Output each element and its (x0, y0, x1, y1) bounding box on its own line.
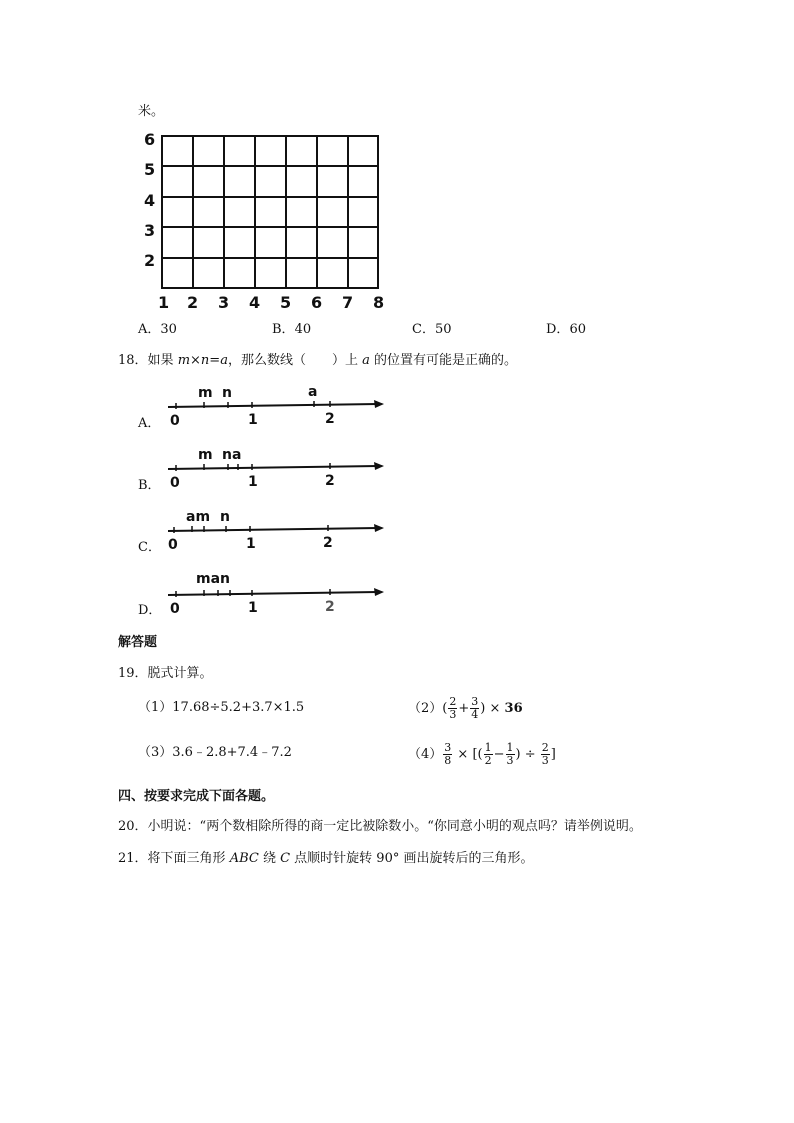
x-label: 6 (311, 293, 323, 312)
fraction: $\frac{2}{3}$ (449, 695, 457, 721)
label-n: n (220, 509, 230, 525)
q18-option-a-letter[interactable]: A． (138, 416, 161, 431)
y-label: 3 (144, 221, 156, 240)
q20-question: 20．小明说：“两个数相除所得的商一定比被除数小。“你同意小明的观点吗？请举例说明。 (118, 819, 642, 834)
tick-0: 0 (170, 475, 180, 491)
q18-option-d-letter[interactable]: D． (138, 603, 162, 618)
q19-part1: （1）17.68÷5.2+3.7×1.5 (138, 700, 305, 715)
q18-option-c-letter[interactable]: C． (138, 540, 161, 555)
fraction: $\frac{3}{4}$ (471, 695, 479, 721)
label-m: m (198, 385, 213, 401)
tick-0: 0 (168, 537, 178, 553)
label-na: na (222, 447, 242, 463)
q18-option-b-letter[interactable]: B． (138, 478, 161, 493)
x-label: 8 (373, 293, 385, 312)
fraction: $\frac{3}{8}$ (444, 741, 452, 767)
q17-option-c[interactable]: C．50 (412, 322, 452, 337)
label-m: m (198, 447, 213, 463)
tick-0: 0 (170, 413, 180, 429)
x-label: 3 (218, 293, 230, 312)
tick-2: 2 (325, 473, 335, 489)
label-a: a (308, 384, 318, 400)
y-label: 2 (144, 251, 156, 270)
q18-number: 18． (118, 353, 148, 368)
y-label: 5 (144, 160, 156, 179)
q17-option-a[interactable]: A．30 (138, 322, 177, 337)
x-label: 5 (280, 293, 292, 312)
q18-question: 18．如果 m×n=a，那么数线（ ）上 a 的位置有可能是正确的。 (118, 353, 518, 368)
q19-title: 19．脱式计算。 (118, 666, 213, 681)
tick-2: 2 (325, 411, 335, 427)
y-label: 4 (144, 191, 156, 210)
label-n: n (222, 385, 232, 401)
q17-option-b[interactable]: B．40 (272, 322, 312, 337)
q19-part3: （3）3.6﹣2.8+7.4﹣7.2 (138, 745, 292, 760)
q19-part2: （2） ( $\frac{2}{3}$ + $\frac{3}{4}$ ) × 36 (408, 695, 523, 721)
y-label: 6 (144, 130, 156, 149)
fraction: $\frac{1}{3}$ (506, 741, 514, 767)
tick-1: 1 (246, 536, 256, 552)
grid-border (162, 136, 378, 288)
x-label: 2 (187, 293, 199, 312)
q17-tail-text: 米。 (138, 104, 165, 119)
tick-2: 2 (325, 599, 335, 615)
q17-grid-figure (140, 128, 392, 314)
tick-1: 1 (248, 474, 258, 490)
x-label: 4 (249, 293, 261, 312)
q18-option-a-number-line (162, 380, 388, 430)
q18-option-b-number-line (162, 442, 388, 492)
fraction: $\frac{2}{3}$ (541, 741, 549, 767)
q17-option-d[interactable]: D．60 (546, 322, 586, 337)
fraction: $\frac{1}{2}$ (484, 741, 492, 767)
q18-option-c-number-line (162, 504, 388, 554)
x-label: 1 (158, 293, 170, 312)
section-four-heading: 四、按要求完成下面各题。 (118, 789, 275, 804)
label-man: man (196, 571, 231, 587)
x-label: 7 (342, 293, 354, 312)
tick-0: 0 (170, 601, 180, 616)
label-am: am (186, 509, 211, 525)
tick-1: 1 (248, 600, 258, 616)
q19-part4: （4） $\frac{3}{8}$ × [( $\frac{1}{2}$ − $\frac{1}{3}$ ) ÷ $\frac{2}{3}$ ] (408, 741, 556, 767)
tick-2: 2 (323, 535, 333, 551)
q21-question: 21．将下面三角形 ABC 绕 C 点顺时针旋转 90° 画出旋转后的三角形。 (118, 851, 534, 866)
tick-1: 1 (248, 412, 258, 428)
grid-lines (162, 136, 378, 288)
section-answer-questions: 解答题 (118, 635, 158, 650)
q18-option-d-number-line (162, 566, 388, 616)
